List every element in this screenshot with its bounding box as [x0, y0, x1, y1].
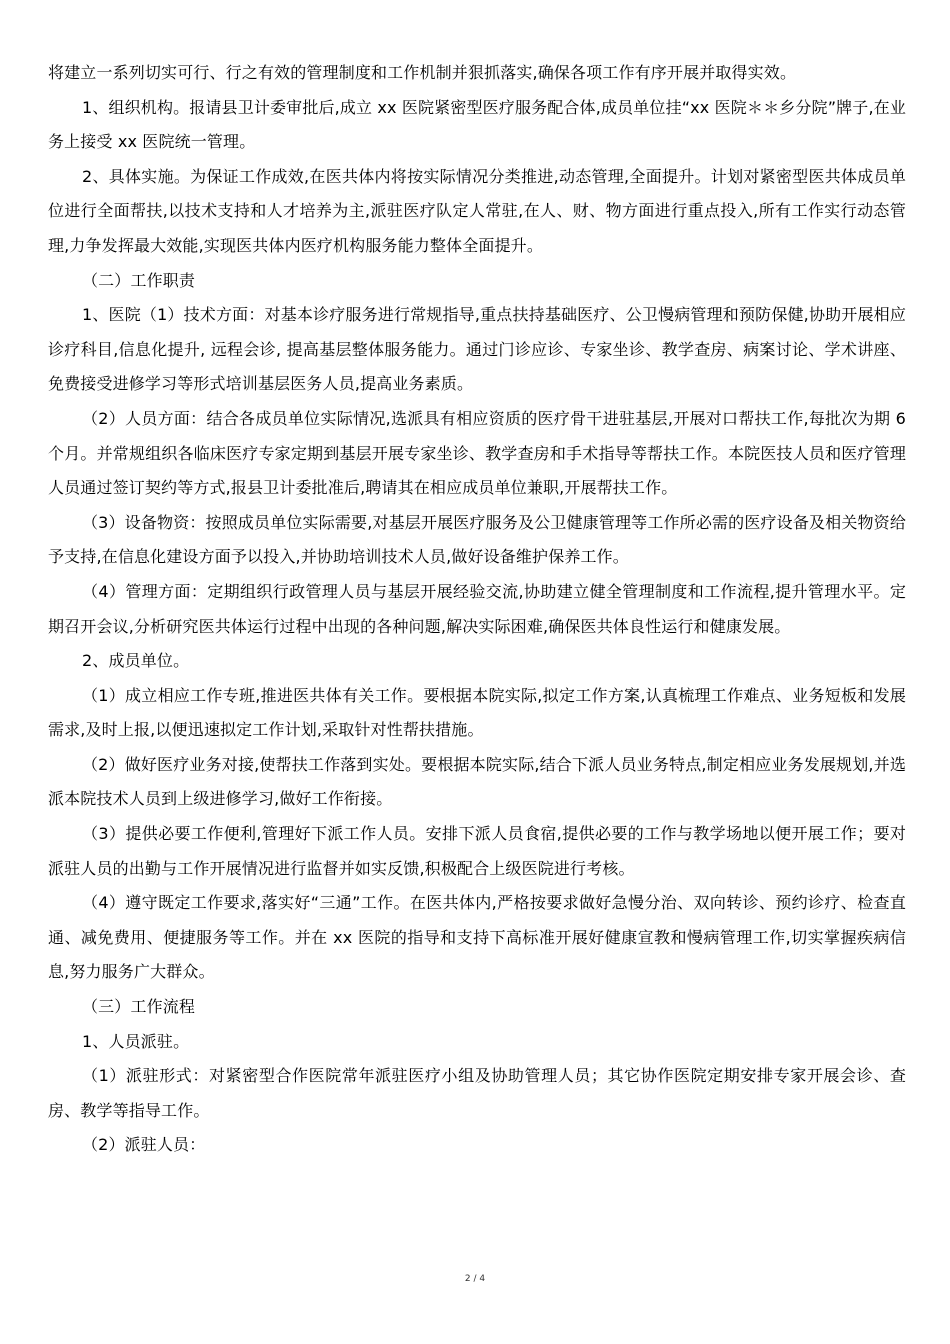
paragraph-5: （2）人员方面：结合各成员单位实际情况,选派具有相应资质的医疗骨干进驻基层,开展对口帮扶工作,每批次为期 6 个月。并常规组织各临床医疗专家定期到基层开展专家坐诊、教学查房和手术指导等帮扶工作。本院医技人员和医疗管理人员通过签订契约等方式,报县卫计委批准后,聘请其在相应成员单位兼职,开展帮扶工作。 [48, 408, 906, 498]
section-heading-workflow: （三）工作流程 [82, 997, 196, 1017]
paragraph-16: （2）派驻人员： [82, 1135, 206, 1155]
paragraph-8: 2、成员单位。 [82, 651, 190, 671]
paragraph-2: 2、具体实施。为保证工作成效,在医共体内将按实际情况分类推进,动态管理,全面提升。计划对紧密型医共体成员单位进行全面帮扶,以技术支持和人才培养为主,派驻医疗队定人常驻,在人、财、物方面进行重点投入,所有工作实行动态管理,力争发挥最大效能,实现医共体内医疗机构服务能力整体全面提升。 [48, 166, 906, 255]
paragraph-6: （3）设备物资：按照成员单位实际需要,对基层开展医疗服务及公卫健康管理等工作所必需的医疗设备及相关物资给予支持,在信息化建设方面予以投入,并协助培训技术人员,做好设备维护保养工作。 [48, 512, 906, 567]
document-body [48, 56, 906, 1163]
paragraph-15: （1）派驻形式：对紧密型合作医院常年派驻医疗小组及协助管理人员；其它协作医院定期安排专家开展会诊、查房、教学等指导工作。 [48, 1066, 906, 1120]
paragraph-1: 1、组织机构。报请县卫计委审批后,成立 xx 医院紧密型医疗服务配合体,成员单位挂“xx 医院＊＊乡分院”牌子,在业务上接受 xx 医院统一管理。 [48, 97, 906, 152]
paragraph-0: 将建立一系列切实可行、行之有效的管理制度和工作机制并狠抓落实,确保各项工作有序开展并取得实效。 [48, 63, 797, 82]
paragraph-14: 1、人员派驻。 [82, 1031, 190, 1051]
paragraph-12: （4）遵守既定工作要求,落实好“三通”工作。在医共体内,严格按要求做好急慢分治、双向转诊、预约诊疗、检查直通、减免费用、便捷服务等工作。并在 xx 医院的指导和支持下高标准开展好健康宣教和慢病管理工作,切实掌握疾病信息,努力服务广大群众。 [48, 893, 906, 982]
section-heading-duties: （二）工作职责 [82, 270, 196, 290]
paragraph-7: （4）管理方面：定期组织行政管理人员与基层开展经验交流,协助建立健全管理制度和工作流程,提升管理水平。定期召开会议,分析研究医共体运行过程中出现的各种问题,解决实际困难,确保医共体良性运行和健康发展。 [48, 581, 906, 636]
page-number: 2 / 4 [464, 1274, 486, 1284]
paragraph-10: （2）做好医疗业务对接,使帮扶工作落到实处。要根据本院实际,结合下派人员业务特点,制定相应业务发展规划,并选派本院技术人员到上级进修学习,做好工作衔接。 [48, 754, 906, 809]
paragraph-11: （3）提供必要工作便利,管理好下派工作人员。安排下派人员食宿,提供必要的工作与教学场地以便开展工作；要对派驻人员的出勤与工作开展情况进行监督并如实反馈,积极配合上级医院进行考核。 [48, 824, 906, 878]
paragraph-4: 1、医院（1）技术方面：对基本诊疗服务进行常规指导,重点扶持基础医疗、公卫慢病管理和预防保健,协助开展相应诊疗科目,信息化提升, 远程会诊, 提高基层整体服务能力。通过门诊应诊、专家坐诊、教学查房、病案讨论、学术讲座、免费接受进修学习等形式培训基层医务人员,提高业务素质。 [48, 305, 906, 394]
paragraph-9: （1）成立相应工作专班,推进医共体有关工作。要根据本院实际,拟定工作方案,认真梳理工作难点、业务短板和发展需求,及时上报,以便迅速拟定工作计划,采取针对性帮扶措施。 [48, 685, 906, 740]
